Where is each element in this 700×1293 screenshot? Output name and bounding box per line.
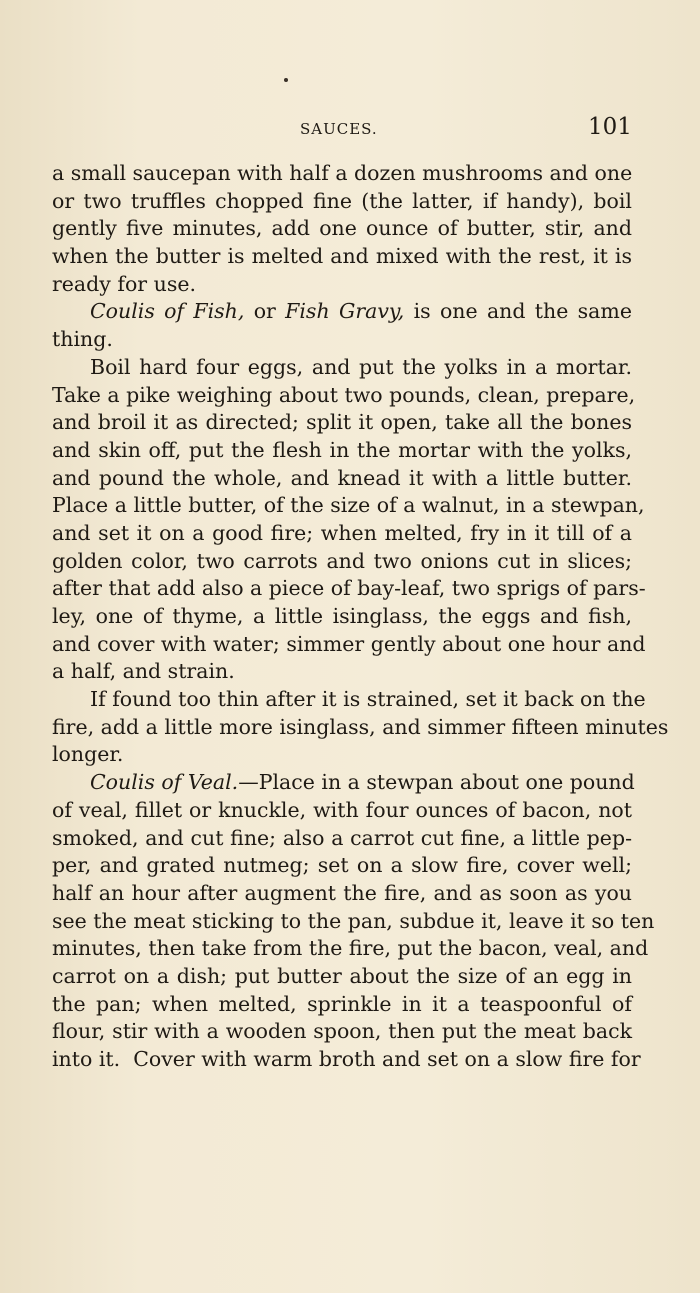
text-line: gently five minutes, add one ounce of butter, stir, and bbox=[52, 216, 632, 241]
text-line: ley, one of thyme, a little isinglass, the eggs and fish, bbox=[52, 604, 632, 628]
text-line: smoked, and cut fine; also a carrot cut fine, a little pep- bbox=[52, 825, 632, 850]
italic-heading: Coulis of Veal. bbox=[90, 770, 239, 795]
text-line: Take a pike weighing about two pounds, clean, prepare, bbox=[52, 382, 636, 407]
text-line: or two truffles chopped fine (the latter, if handy), boil bbox=[52, 188, 632, 213]
text-line: thing. bbox=[52, 327, 113, 352]
text-line: the pan; when melted, sprinkle in it a teaspoonful of bbox=[52, 991, 632, 1016]
body-text bbox=[52, 160, 669, 1074]
running-head: SAUCES. bbox=[300, 120, 378, 138]
text-line bbox=[52, 769, 635, 797]
text-line: Place a little butter, of the size of a walnut, in a stewpan, bbox=[52, 493, 645, 518]
text-line: and pound the whole, and knead it with a little butter. bbox=[52, 465, 632, 490]
text-line: a half, and strain. bbox=[52, 659, 235, 684]
page-header bbox=[0, 112, 700, 146]
line-fragment: —Place in a stewpan about one pound bbox=[238, 770, 635, 795]
text-line: half an hour after augment the fire, and as soon as you bbox=[52, 880, 632, 905]
ink-dot bbox=[284, 78, 288, 82]
text-line: see the meat sticking to the pan, subdue it, leave it so ten bbox=[52, 908, 655, 933]
text-line: Boil hard four eggs, and put the yolks in a mortar. bbox=[90, 354, 632, 379]
text-line bbox=[52, 298, 632, 326]
text-line: and cover with water; simmer gently about one hour and bbox=[52, 631, 646, 656]
text-line: and broil it as directed; split it open, take all the bones bbox=[52, 410, 632, 435]
line-fragment: or bbox=[244, 299, 286, 324]
text-line: after that add also a piece of bay-leaf, two sprigs of pars- bbox=[52, 576, 646, 601]
text-line: when the butter is melted and mixed with the rest, it is bbox=[52, 244, 632, 269]
italic-heading: Fish Gravy, bbox=[285, 299, 405, 324]
line-fragment: is one and the same bbox=[404, 299, 632, 324]
text-line: and skin off, put the flesh in the mortar with the yolks, bbox=[52, 437, 632, 462]
text-line: fire, add a little more isinglass, and simmer fifteen minutes bbox=[52, 714, 669, 739]
text-line: flour, stir with a wooden spoon, then put the meat back bbox=[52, 1019, 632, 1044]
text-line: longer. bbox=[52, 742, 124, 767]
text-line: of veal, fillet or knuckle, with four ounces of bacon, not bbox=[52, 797, 632, 822]
text-line: golden color, two carrots and two onions cut in slices; bbox=[52, 548, 632, 573]
text-line: and set it on a good fire; when melted, fry in it till of a bbox=[52, 520, 632, 545]
text-line: carrot on a dish; put butter about the size of an egg in bbox=[52, 963, 632, 988]
page-number: 101 bbox=[588, 114, 632, 140]
text-line: per, and grated nutmeg; set on a slow fire, cover well; bbox=[52, 853, 632, 878]
text-line: If found too thin after it is strained, set it back on the bbox=[90, 687, 646, 712]
text-line: into it. Cover with warm broth and set on a slow fire for bbox=[52, 1047, 641, 1071]
text-line: minutes, then take from the fire, put the bacon, veal, and bbox=[52, 936, 649, 961]
text-line: ready for use. bbox=[52, 271, 196, 296]
text-line: a small saucepan with half a dozen mushrooms and one bbox=[52, 161, 633, 185]
italic-heading: Coulis of Fish, bbox=[90, 299, 245, 324]
